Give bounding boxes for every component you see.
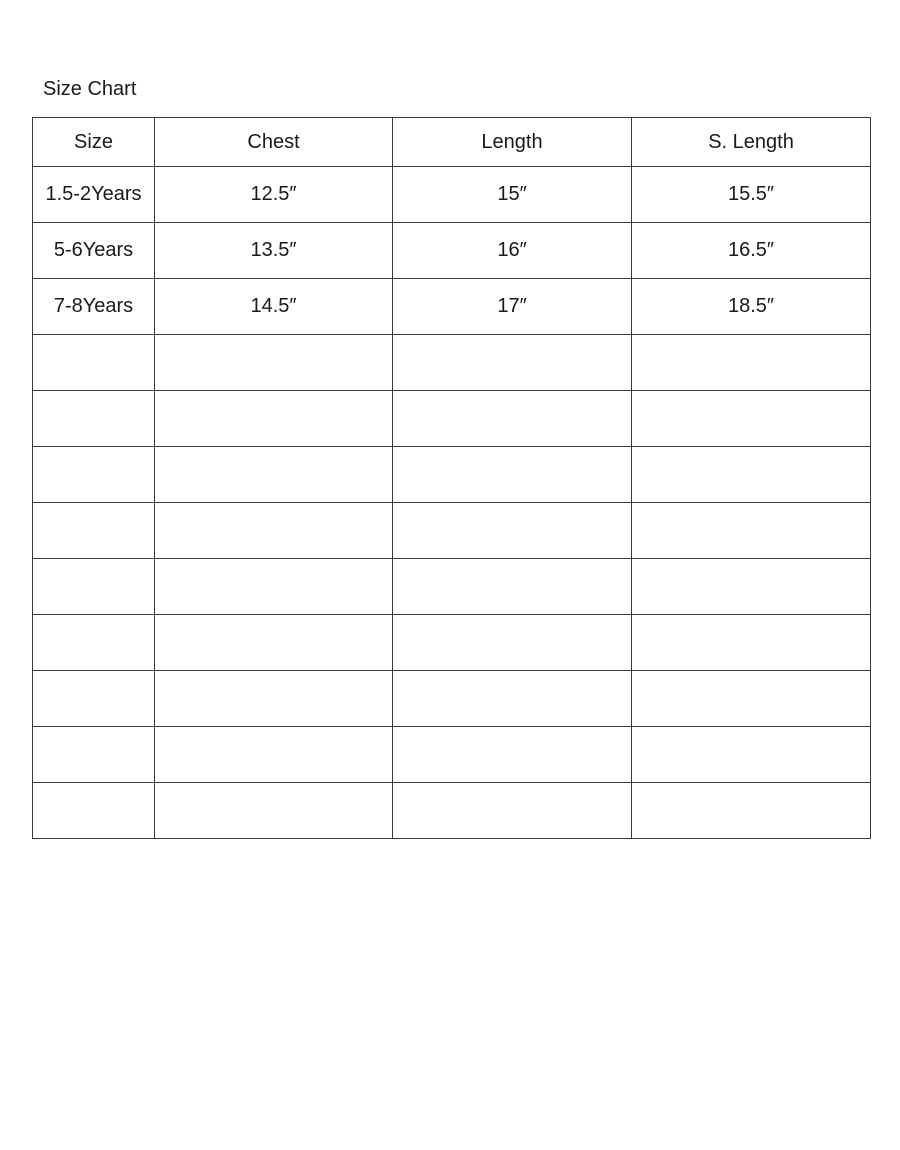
table-row-empty [33,503,871,559]
cell-size [33,447,155,503]
table-row-empty [33,335,871,391]
cell-size [33,503,155,559]
table-row [33,223,871,279]
cell-size [33,391,155,447]
cell-chest [155,391,393,447]
cell-size: 1.5-2Years [33,167,155,223]
header-length: Length [393,118,632,167]
cell-chest [155,335,393,391]
cell-s-length [632,559,871,615]
cell-length: 17″ [393,279,632,335]
cell-length [393,391,632,447]
cell-length [393,335,632,391]
cell-s-length [632,727,871,783]
cell-length [393,559,632,615]
header-size: Size [33,118,155,167]
cell-s-length [632,615,871,671]
cell-size [33,727,155,783]
cell-length: 16″ [393,223,632,279]
cell-length [393,503,632,559]
cell-s-length: 18.5″ [632,279,871,335]
cell-chest [155,671,393,727]
cell-chest: 13.5″ [155,223,393,279]
table-row-empty [33,391,871,447]
cell-chest [155,727,393,783]
cell-chest: 14.5″ [155,279,393,335]
cell-chest [155,559,393,615]
table-row-empty [33,447,871,503]
cell-size: 5-6Years [33,223,155,279]
table-row-empty [33,671,871,727]
cell-size [33,671,155,727]
header-chest: Chest [155,118,393,167]
cell-s-length: 16.5″ [632,223,871,279]
cell-chest: 12.5″ [155,167,393,223]
cell-length [393,727,632,783]
cell-s-length [632,503,871,559]
cell-size [33,559,155,615]
table-row-empty [33,783,871,839]
table-row-empty [33,727,871,783]
cell-s-length [632,671,871,727]
table-header-row [33,118,871,167]
cell-size [33,335,155,391]
cell-s-length [632,783,871,839]
cell-size [33,783,155,839]
cell-length [393,671,632,727]
cell-length: 15″ [393,167,632,223]
cell-chest [155,503,393,559]
cell-length [393,447,632,503]
header-s-length: S. Length [632,118,871,167]
cell-size: 7-8Years [33,279,155,335]
cell-s-length [632,447,871,503]
cell-length [393,615,632,671]
table-row-empty [33,559,871,615]
cell-chest [155,615,393,671]
size-chart-table [32,117,871,839]
cell-s-length [632,335,871,391]
table-row [33,167,871,223]
cell-size [33,615,155,671]
page-title: Size Chart [43,78,137,100]
cell-s-length: 15.5″ [632,167,871,223]
cell-length [393,783,632,839]
table-row-empty [33,615,871,671]
cell-chest [155,783,393,839]
cell-chest [155,447,393,503]
cell-s-length [632,391,871,447]
table-row [33,279,871,335]
